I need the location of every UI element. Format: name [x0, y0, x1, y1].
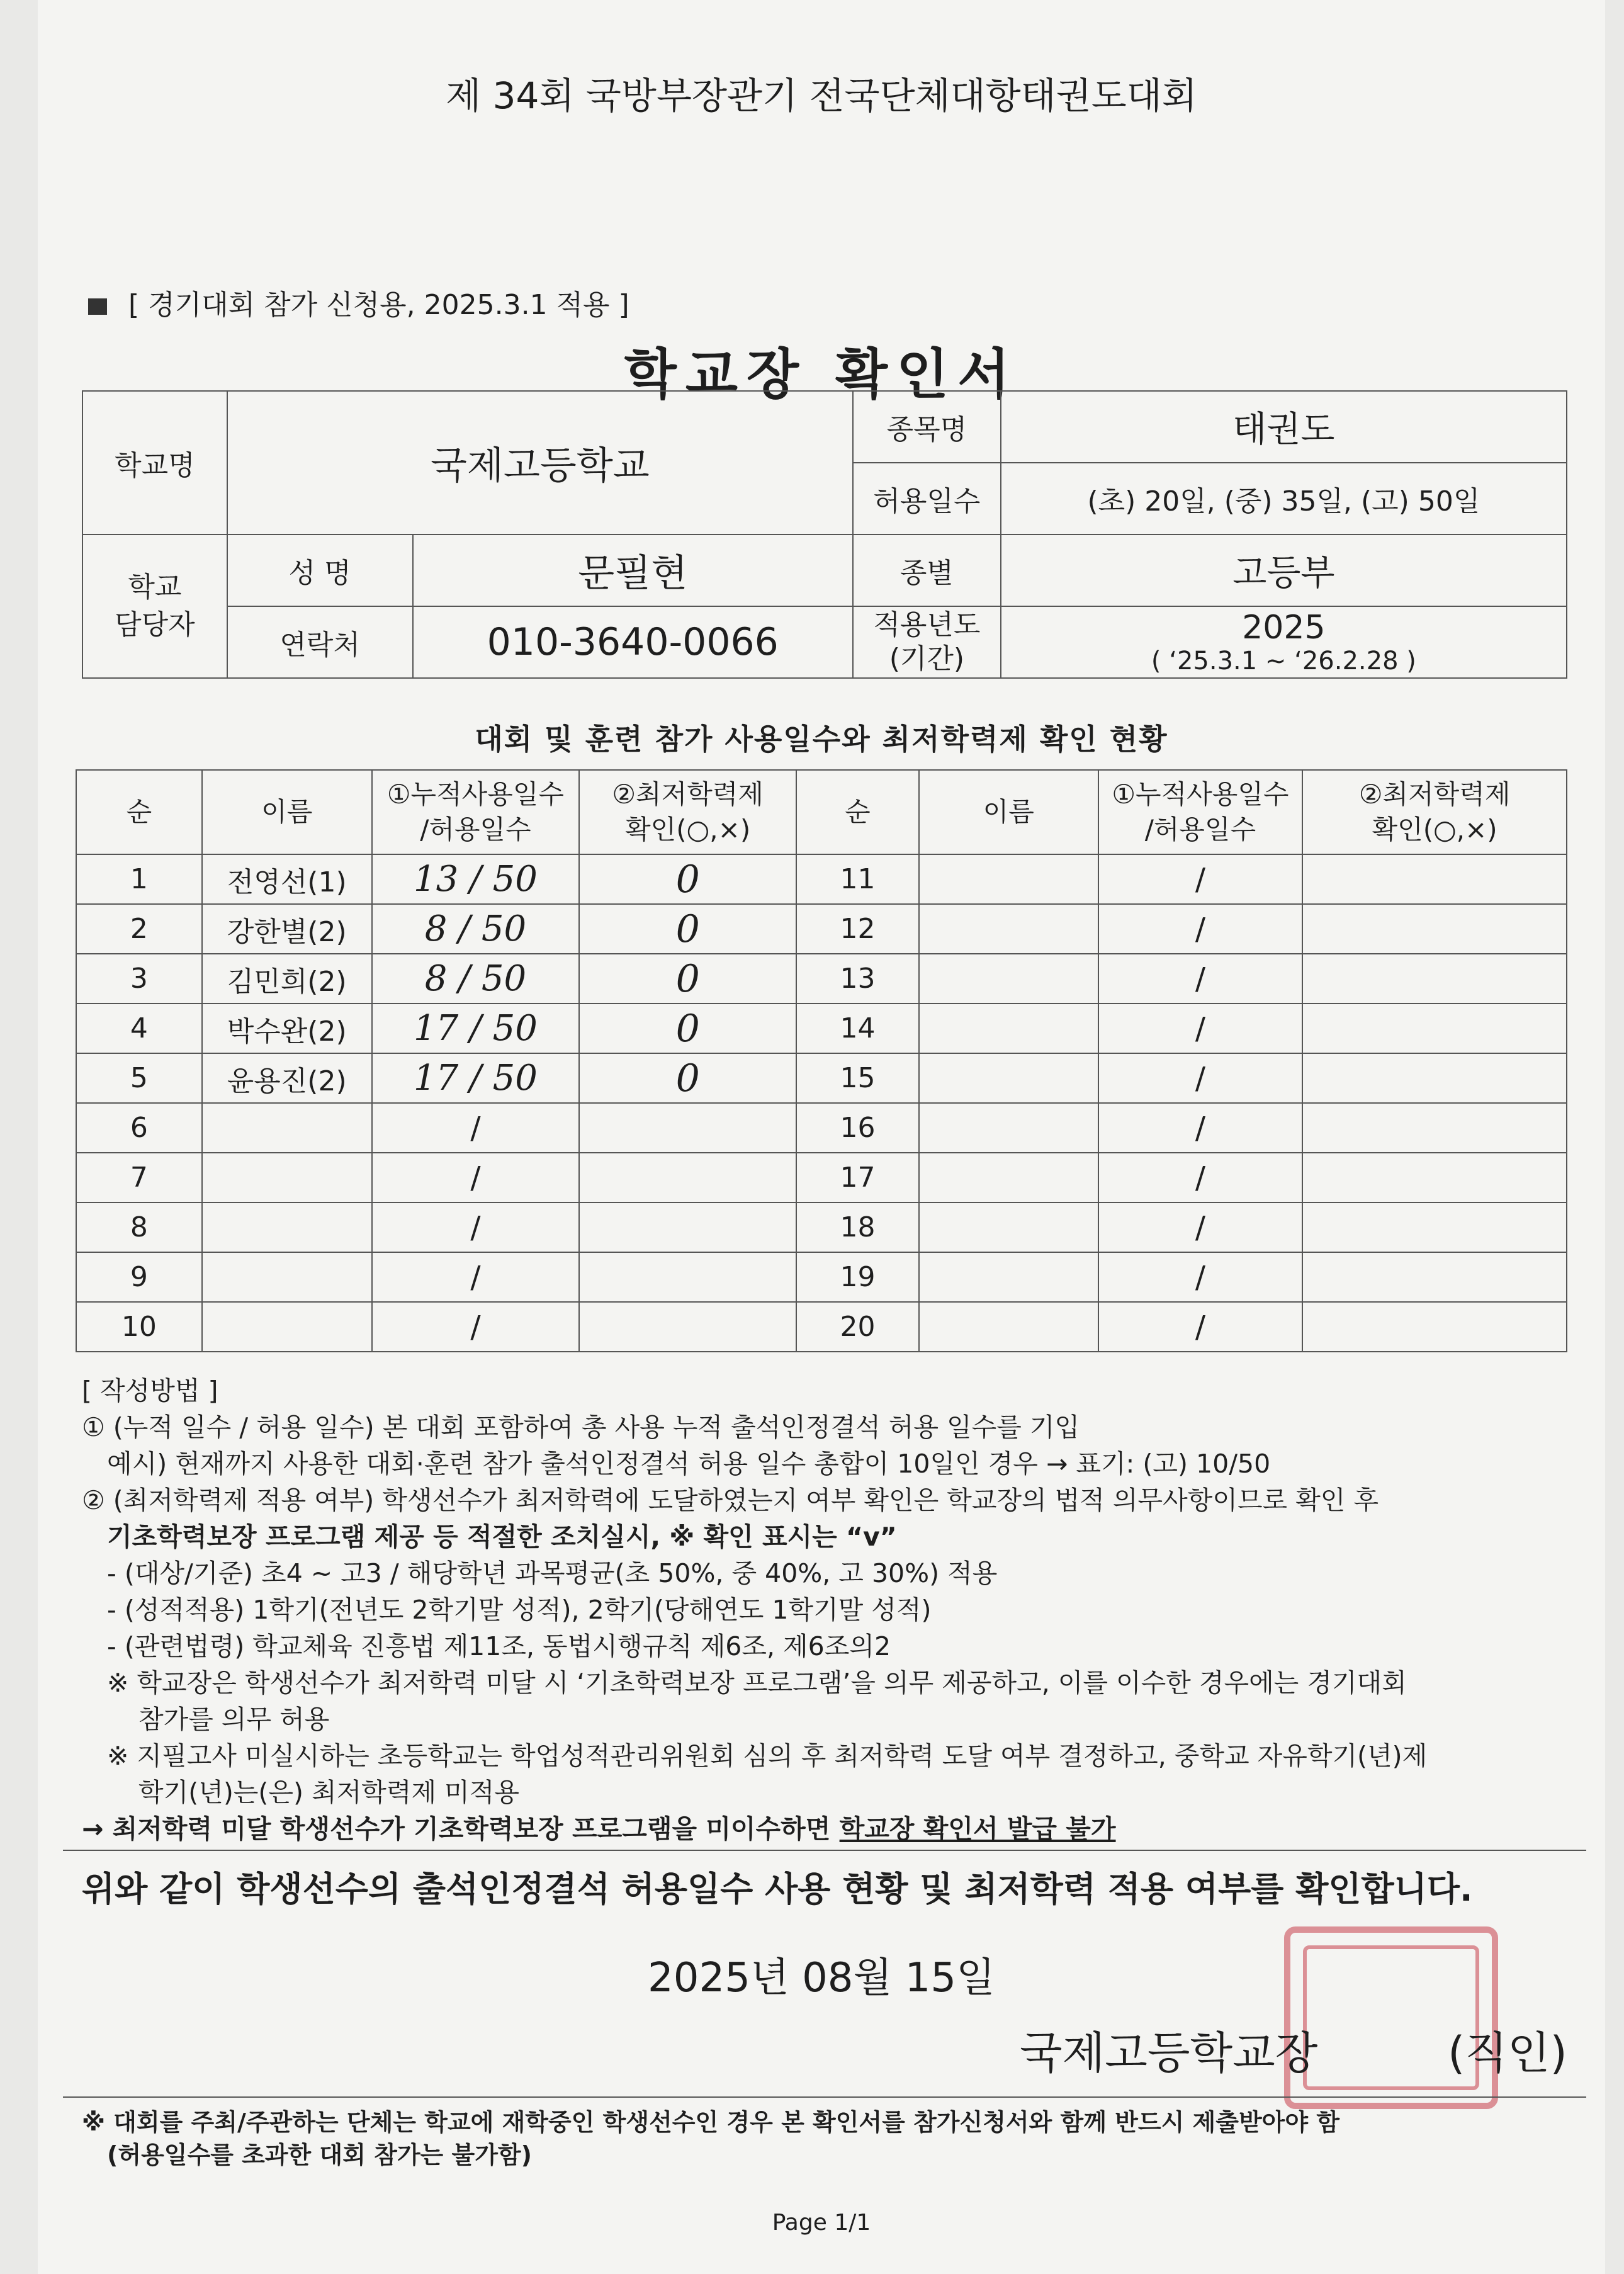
row-number: 15 [796, 1053, 919, 1103]
instruction-line [82, 1811, 1567, 1847]
col-name-right: 이름 [919, 770, 1098, 854]
student-name [919, 904, 1098, 954]
event-label: 종목명 [853, 391, 1001, 463]
student-name [919, 1252, 1098, 1302]
used-days: / [372, 1202, 580, 1252]
student-name [202, 1103, 372, 1153]
used-days: / [372, 1252, 580, 1302]
competition-title: 제 34회 국방부장관기 전국단체대항태권도대회 [446, 74, 1197, 117]
table-row [76, 954, 1567, 1004]
instruction-line: 기초학력보장 프로그램 제공 등 적절한 조치실시, ※ 확인 표시는 “v” [107, 1522, 897, 1552]
row-number: 9 [76, 1252, 202, 1302]
contact-label: 연락처 [227, 606, 413, 678]
col-name-left: 이름 [202, 770, 372, 854]
min-academic-check: 0 [579, 1053, 796, 1103]
table-row [76, 1252, 1567, 1302]
manager-label: 학교 담당자 [82, 535, 227, 678]
form-note-text: [ 경기대회 참가 신청용, 2025.3.1 적용 ] [128, 289, 629, 321]
division-value: 고등부 [1001, 535, 1567, 606]
instruction-line: 참가를 의무 허용 [138, 1704, 330, 1734]
col-no-left: 순 [76, 770, 202, 854]
table-row [76, 854, 1567, 904]
instruction-line: - (관련법령) 학교체육 진흥법 제11조, 동법시행규칙 제6조, 제6조의2 [107, 1631, 891, 1661]
min-academic-check [579, 1103, 796, 1153]
table-row [76, 904, 1567, 954]
row-number: 12 [796, 904, 919, 954]
allow-days-label: 허용일수 [853, 463, 1001, 535]
used-days: / [372, 1302, 580, 1352]
used-days: / [1098, 904, 1303, 954]
col-no-right: 순 [796, 770, 919, 854]
instructions-heading: [ 작성방법 ] [82, 1376, 218, 1406]
used-days: / [1098, 1202, 1303, 1252]
student-name [202, 1202, 372, 1252]
instruction-line: - (대상/기준) 초4 ~ 고3 / 해당학년 과목평균(초 50%, 중 40%, 고 30%) 적용 [107, 1558, 998, 1588]
min-academic-check [579, 1153, 796, 1202]
student-name: 윤용진(2) [202, 1053, 372, 1103]
student-name: 박수완(2) [202, 1004, 372, 1053]
row-number: 6 [76, 1103, 202, 1153]
min-academic-check [579, 1302, 796, 1352]
row-number: 14 [796, 1004, 919, 1053]
min-academic-check [1302, 1053, 1567, 1103]
form-note [88, 282, 629, 322]
row-number: 17 [796, 1153, 919, 1202]
allow-days-value: (초) 20일, (중) 35일, (고) 50일 [1001, 463, 1567, 535]
table-row [76, 1153, 1567, 1202]
table-row [76, 1202, 1567, 1252]
issue-date: 2025년 08월 15일 [648, 1955, 995, 2001]
row-number: 7 [76, 1153, 202, 1202]
instruction-line: ① (누적 일수 / 허용 일수) 본 대회 포함하여 총 사용 누적 출석인정결석 허용 일수를 기입 [82, 1412, 1080, 1442]
min-academic-check [1302, 904, 1567, 954]
divider [63, 2096, 1586, 2098]
used-days: 17 / 50 [372, 1053, 580, 1103]
status-table-body [76, 770, 1567, 1352]
student-name [919, 1004, 1098, 1053]
instruction-text: → 최저학력 미달 학생선수가 기초학력보장 프로그램을 미이수하면 [82, 1814, 840, 1844]
used-days: 17 / 50 [372, 1004, 580, 1053]
table-row [76, 1053, 1567, 1103]
used-days: / [1098, 1153, 1303, 1202]
min-academic-check: 0 [579, 854, 796, 904]
row-number: 19 [796, 1252, 919, 1302]
min-academic-check [1302, 1153, 1567, 1202]
min-academic-check: 0 [579, 1004, 796, 1053]
min-academic-check: 0 [579, 954, 796, 1004]
table-row [76, 1302, 1567, 1352]
instruction-line: - (성적적용) 1학기(전년도 2학기말 성적), 2학기(당해연도 1학기말 성적) [107, 1595, 932, 1625]
col-min-right: ②최저학력제 확인(○,×) [1302, 770, 1567, 854]
student-name [919, 1053, 1098, 1103]
row-number: 18 [796, 1202, 919, 1252]
used-days: 13 / 50 [372, 854, 580, 904]
min-academic-check [1302, 1252, 1567, 1302]
min-academic-check [1302, 854, 1567, 904]
student-name [919, 1103, 1098, 1153]
used-days: 8 / 50 [372, 904, 580, 954]
used-days: / [1098, 854, 1303, 904]
school-label: 학교명 [82, 391, 227, 535]
instruction-underlined-text: 학교장 확인서 발급 불가 [839, 1814, 1116, 1844]
min-academic-check [1302, 1004, 1567, 1053]
instructions [82, 1372, 1567, 1847]
used-days: 8 / 50 [372, 954, 580, 1004]
student-name [919, 1302, 1098, 1352]
min-academic-check [579, 1202, 796, 1252]
col-days-right: ①누적사용일수 /허용일수 [1098, 770, 1303, 854]
year-label: 적용년도 (기간) [853, 606, 1001, 678]
student-name [919, 1202, 1098, 1252]
student-name [919, 954, 1098, 1004]
document-title: 학교장 확인서 [624, 343, 1019, 406]
row-number: 10 [76, 1302, 202, 1352]
instruction-line: ※ 학교장은 학생선수가 최저학력 미달 시 ‘기초학력보장 프로그램’을 의무 제공하고, 이를 이수한 경우에는 경기대회 [107, 1668, 1407, 1698]
status-title: 대회 및 훈련 참가 사용일수와 최저학력제 확인 현황 [475, 722, 1168, 756]
square-bullet-icon [88, 298, 107, 315]
instruction-line: 학기(년)는(은) 최저학력제 미적용 [138, 1777, 519, 1807]
info-table [82, 390, 1567, 679]
row-number: 2 [76, 904, 202, 954]
used-days: / [1098, 1302, 1303, 1352]
student-name: 강한별(2) [202, 904, 372, 954]
status-table [76, 769, 1567, 1352]
row-number: 11 [796, 854, 919, 904]
document-page [38, 0, 1605, 2274]
instruction-line: 예시) 현재까지 사용한 대회·훈련 참가 출석인정결석 허용 일수 총합이 10일인 경우 → 표기: (고) 10/50 [107, 1449, 1271, 1479]
contact-value: 010-3640-0066 [413, 606, 853, 678]
used-days: / [1098, 1103, 1303, 1153]
min-academic-check: 0 [579, 904, 796, 954]
row-number: 20 [796, 1302, 919, 1352]
footnote [82, 2106, 1339, 2171]
year-value: 2025 [1242, 609, 1326, 647]
row-number: 3 [76, 954, 202, 1004]
used-days: / [372, 1103, 580, 1153]
school-name: 국제고등학교 [227, 391, 853, 535]
footnote-line: ※ 대회를 주최/주관하는 단체는 학교에 재학중인 학생선수인 경우 본 확인서를 참가신청서와 함께 반드시 제출받아야 함 [82, 2108, 1340, 2136]
division-label: 종별 [853, 535, 1001, 606]
instruction-line: ② (최저학력제 적용 여부) 학생선수가 최저학력에 도달하였는지 여부 확인은 학교장의 법적 의무사항이므로 확인 후 [82, 1485, 1379, 1515]
used-days: / [1098, 1053, 1303, 1103]
student-name: 전영선(1) [202, 854, 372, 904]
row-number: 4 [76, 1004, 202, 1053]
min-academic-check [1302, 1302, 1567, 1352]
col-min-left: ②최저학력제 확인(○,×) [579, 770, 796, 854]
row-number: 8 [76, 1202, 202, 1252]
min-academic-check [1302, 1202, 1567, 1252]
row-number: 1 [76, 854, 202, 904]
event-value: 태권도 [1001, 391, 1567, 463]
row-number: 13 [796, 954, 919, 1004]
student-name [202, 1252, 372, 1302]
footnote-line: (허용일수를 초과한 대회 참가는 불가함) [107, 2141, 532, 2169]
page-number: Page 1/1 [772, 2210, 871, 2236]
col-days-left: ①누적사용일수 /허용일수 [372, 770, 580, 854]
student-name [202, 1153, 372, 1202]
row-number: 16 [796, 1103, 919, 1153]
table-row [76, 1004, 1567, 1053]
name-label: 성 명 [227, 535, 413, 606]
period-value: ( ‘25.3.1 ~ ‘26.2.28 ) [1151, 647, 1416, 676]
row-number: 5 [76, 1053, 202, 1103]
min-academic-check [579, 1252, 796, 1302]
used-days: / [372, 1153, 580, 1202]
instruction-line: ※ 지필고사 미실시하는 초등학교는 학업성적관리위원회 심의 후 최저학력 도달 여부 결정하고, 중학교 자유학기(년)제 [107, 1741, 1428, 1771]
table-row [76, 1103, 1567, 1153]
confirmation-statement: 위와 같이 학생선수의 출석인정결석 허용일수 사용 현황 및 최저학력 적용 여부를 확인합니다. [82, 1869, 1473, 1909]
principal-signature: 국제고등학교장 [1020, 2027, 1318, 2079]
student-name [202, 1302, 372, 1352]
divider [63, 1850, 1586, 1851]
used-days: / [1098, 1004, 1303, 1053]
year-cell [1001, 606, 1567, 678]
student-name [919, 1153, 1098, 1202]
student-name: 김민희(2) [202, 954, 372, 1004]
seal-label: (직인) [1448, 2027, 1567, 2079]
used-days: / [1098, 954, 1303, 1004]
min-academic-check [1302, 1103, 1567, 1153]
min-academic-check [1302, 954, 1567, 1004]
student-name [919, 854, 1098, 904]
manager-name: 문필현 [413, 535, 853, 606]
used-days: / [1098, 1252, 1303, 1302]
